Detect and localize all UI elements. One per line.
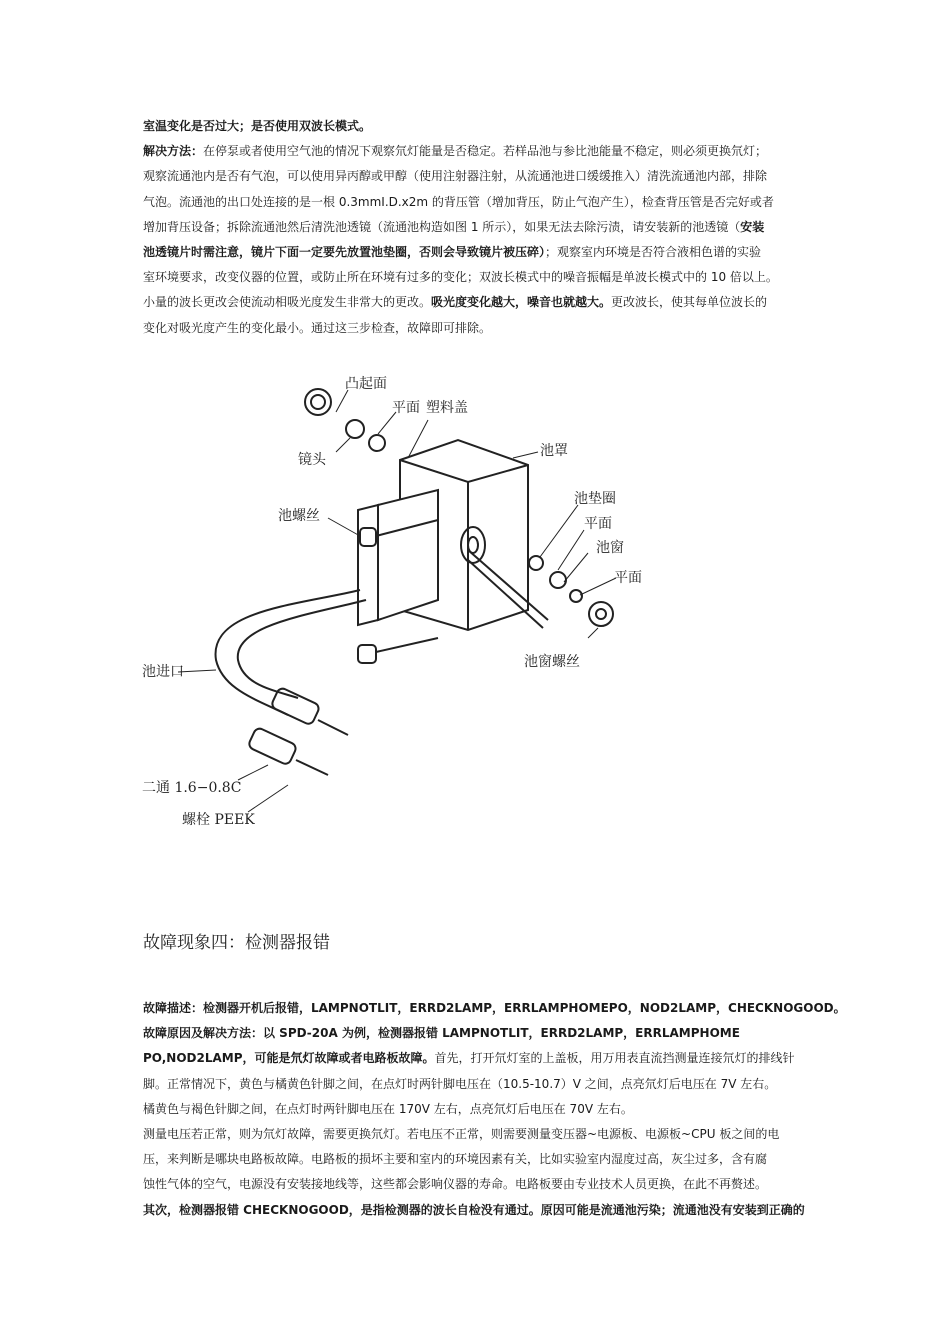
section2-line2: 故障原因及解决方法：以 SPD-20A 为例，检测器报错 LAMPNOTLIT，ERRD2LAMP，ERRLAMPHOME (143, 1026, 740, 1041)
solution-label: 解决方法： (143, 144, 204, 159)
section1-line7: 室环境要求，改变仪器的位置，或防止所在环境有过多的变化；双波长模式中的噪音振幅是单波长模式中的 10 倍以上。 (143, 270, 778, 285)
section2-line9: 其次，检测器报错 CHECKNOGOOD，是指检测器的波长自检没有通过。原因可能是流通池污染；流通池没有安装到正确的 (143, 1202, 805, 1217)
label-lens: 镜头 (298, 452, 326, 468)
section1-line8-text: 小量的波长更改会使流动相吸光度发生非常大的更改。 (143, 295, 432, 310)
label-flat-face-1: 平面 (392, 400, 420, 416)
section1-line4: 气泡。流通池的出口处连接的是一根 0.3mmI.D.x2m 的背压管（增加背压，防止气泡产生），检查背压管是否完好或者 (143, 194, 774, 209)
section2-line3-bold: PO,NOD2LAMP，可能是氘灯故障或者电路板故障。 (143, 1051, 435, 1066)
section2-line5: 橘黄色与褐色针脚之间，在点灯时两针脚电压在 170V 左右，点亮氘灯后电压在 70V 左右。 (143, 1101, 633, 1116)
label-plastic-cover: 塑料盖 (426, 400, 468, 416)
section1-line8-rest: 更改波长，使其每单位波长的 (611, 295, 768, 310)
window-screw-part (589, 602, 613, 626)
section1-line5-text: 增加背压设备；拆除流通池然后清洗池透镜（流通池构造如图 1 所示），如果无法去除污渍，请安装新的池透镜（ (143, 219, 741, 234)
section1-line3: 观察流通池内是否有气泡，可以使用异丙醇或甲醇（使用注射器注射，从流通池进口缓缓推入）清洗流通池内部，排除 (143, 169, 768, 184)
label-window-screw: 池窗螺丝 (524, 654, 580, 670)
section1-line2 (143, 139, 823, 164)
label-flat-face-3: 平面 (614, 570, 642, 586)
section1-line1: 室温变化是否过大；是否使用双波长模式。 (143, 119, 372, 133)
section-heading: 故障现象四：检测器报错 (143, 933, 330, 953)
flat-lens-part (369, 435, 385, 451)
section1-line8 (143, 290, 823, 315)
section1-line6-bold: 池透镜片时需注意，镜片下面一定要先放置池垫圈，否则会导致镜片被压碎） (143, 245, 546, 260)
section2-paragraph (143, 996, 846, 1223)
section2-line4: 脚。正常情况下，黄色与橘黄色针脚之间，在点灯时两针脚电压在（10.5-10.7）V 之间，点亮氘灯后电压在 7V 左右。 (143, 1076, 777, 1091)
label-two-way-fitting: 二通 1.6−0.8C (142, 780, 242, 796)
cell-gasket-part (529, 556, 543, 570)
label-cell-gasket: 池垫圈 (574, 491, 616, 507)
label-cell-cover: 池罩 (540, 443, 568, 459)
section1-line9: 变化对吸光度产生的变化最小。通过这三步检查，故障即可排除。 (143, 320, 492, 335)
flow-cell-drawing (138, 360, 658, 830)
lens-screw-part (305, 389, 331, 415)
convex-lens-part (346, 420, 364, 438)
label-flat-face-2: 平面 (584, 516, 612, 532)
section2-line1: 故障描述：检测器开机后报错，LAMPNOTLIT，ERRD2LAMP，ERRLAMPHOMEPO，NOD2LAMP，CHECKNOGOOD。 (143, 1001, 846, 1015)
section2-line7: 压，来判断是哪块电路板故障。电路板的损坏主要和室内的环境因素有关，比如实验室内湿度过高，灰尘过多，含有腐 (143, 1152, 768, 1167)
label-cell-inlet: 池进口 (142, 664, 184, 680)
section2-line8: 蚀性气体的空气，电源没有安装接地线等，这些都会影响仪器的寿命。电路板要由专业技术人员更换，在此不再赘述。 (143, 1177, 768, 1192)
label-cell-window: 池窗 (596, 540, 624, 556)
flow-cell-diagram (138, 360, 658, 830)
section1-line6 (143, 240, 823, 265)
section1-line2-text: 在停泵或者使用空气池的情况下观察氘灯能量是否稳定。若样品池与参比池能量不稳定，则必须更换氘灯； (203, 144, 768, 159)
section1-line5-bold: 安装 (740, 219, 765, 234)
section2-line6: 测量电压若正常，则为氘灯故障，需要更换氘灯。若电压不正常，则需要测量变压器~电源板、电源板~CPU 板之间的电 (143, 1127, 780, 1142)
section2-line3 (143, 1046, 823, 1071)
section2-line3-text: 首先，打开氘灯室的上盖板，用万用表直流挡测量连接氘灯的排线针 (434, 1051, 795, 1066)
label-peek-bolt: 螺栓 PEEK (182, 812, 255, 828)
label-cell-screw: 池螺丝 (278, 508, 320, 524)
label-convex-face: 凸起面 (345, 376, 387, 392)
cell-window-part (550, 572, 566, 588)
section1-line5 (143, 215, 823, 240)
section1-paragraph (143, 114, 823, 341)
section1-line6-text: ；观察室内环境是否符合液相色谱的实验 (545, 245, 762, 260)
section1-line8-bold: 吸光度变化越大，噪音也就越大。 (431, 295, 612, 310)
